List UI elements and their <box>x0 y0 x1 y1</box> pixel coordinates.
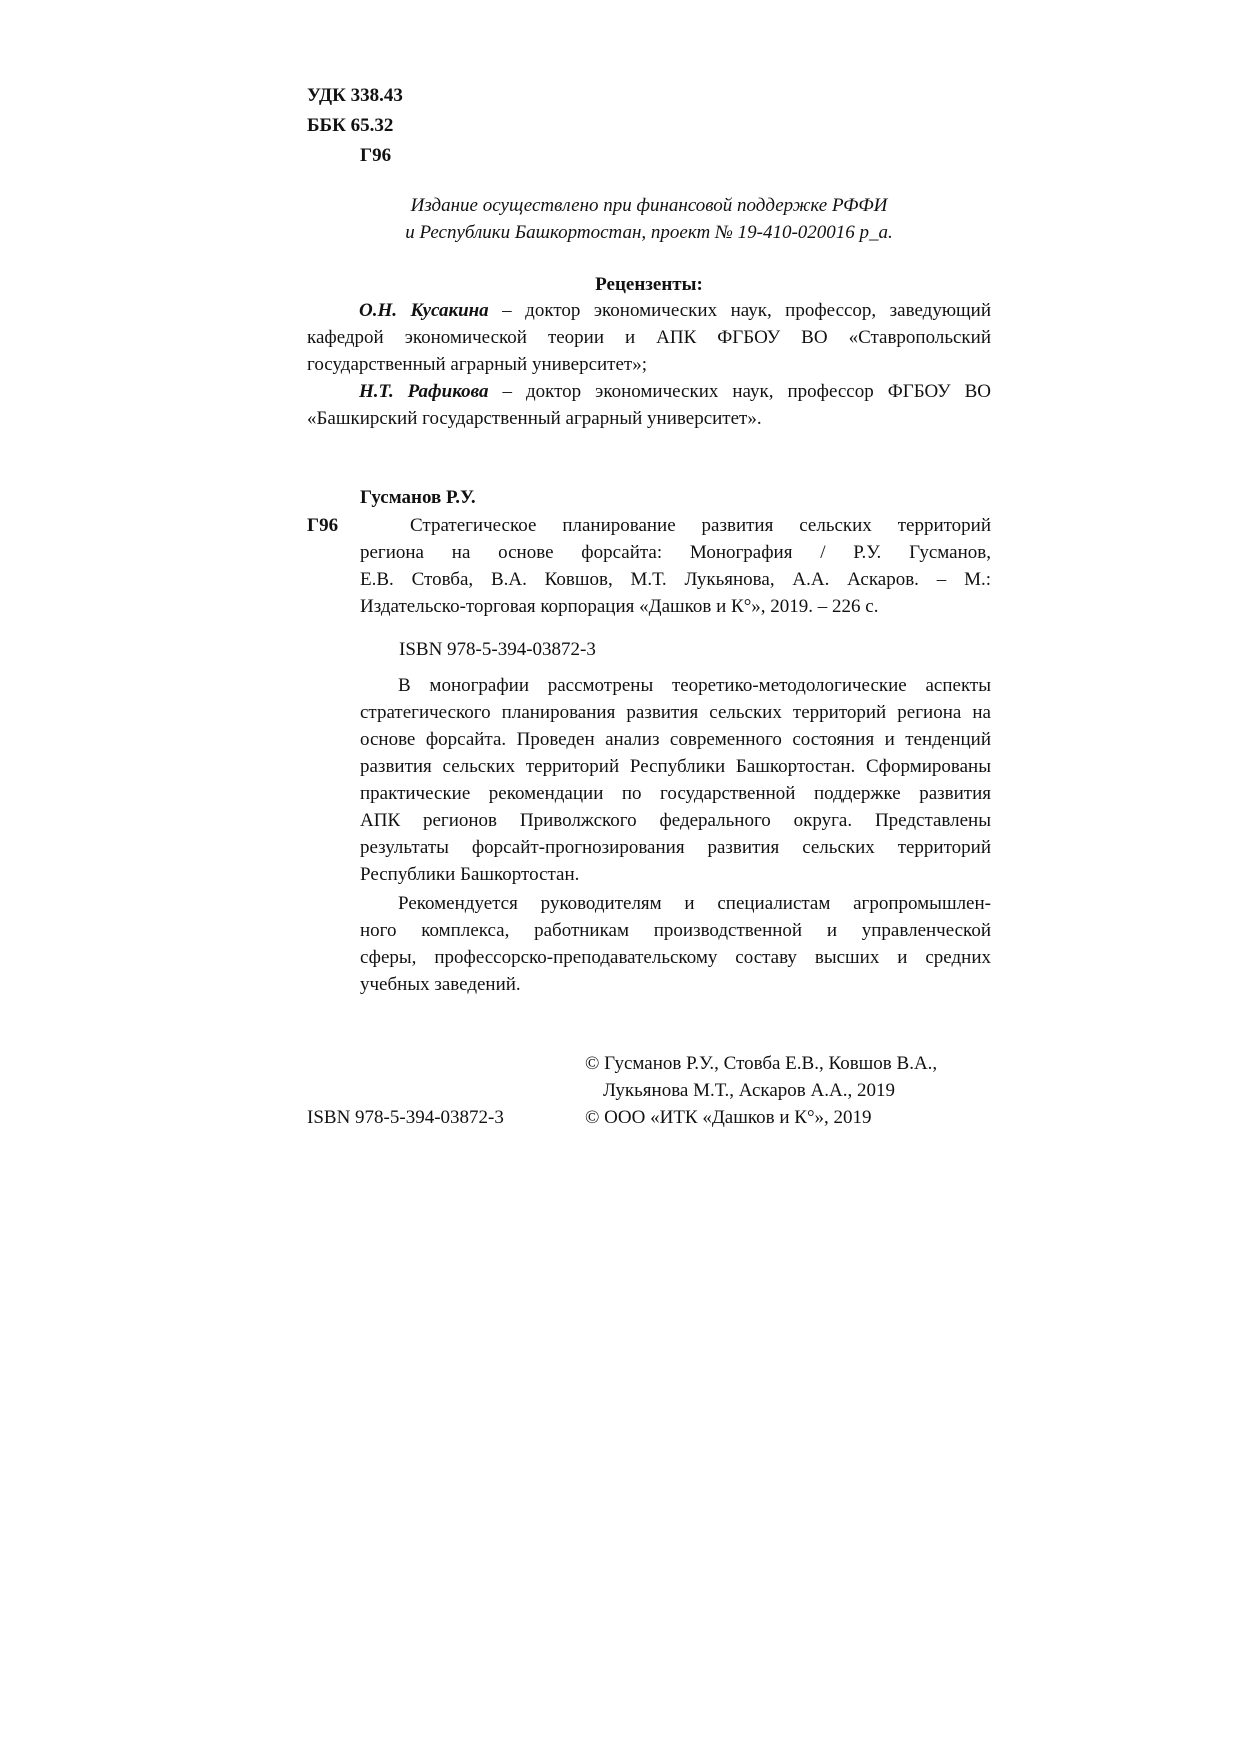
abstract-line: учебных заведений. <box>360 974 521 995</box>
reviewers-list <box>307 297 991 432</box>
funding-line: и Республики Башкортостан, проект № 19-410-020016 р_а. <box>405 222 893 243</box>
catalog-mark: Г96 <box>307 515 339 536</box>
abstract-line: В монографии рассмотрены теоретико-методологические аспекты <box>398 675 991 696</box>
entry-line: Стратегическое планирование развития сельских территорий <box>410 515 991 536</box>
abstract-line: практические рекомендации по государственной поддержке развития <box>360 783 991 804</box>
abstract-line: основе форсайта. Проведен анализ современного состояния и тенденций <box>360 729 991 750</box>
reviewer-name: Н.Т. Рафикова <box>359 381 489 402</box>
catalog-isbn: ISBN 978-5-394-03872-3 <box>399 639 596 660</box>
bbk-code: ББК 65.32 <box>307 115 394 136</box>
abstract-line: стратегического планирования развития сельских территорий региона на <box>360 702 991 723</box>
reviewer-line: Н.Т. Рафикова – доктор экономических наук, профессор ФГБОУ ВО <box>359 381 991 402</box>
copyright-authors <box>585 1050 937 1104</box>
reviewer-line: кафедрой экономической теории и АПК ФГБОУ ВО «Ставропольский <box>307 327 991 348</box>
udk-code: УДК 338.43 <box>307 85 403 106</box>
catalog-author: Гусманов Р.У. <box>360 487 476 508</box>
abstract <box>360 672 991 998</box>
funding-line: Издание осуществлено при финансовой поддержке РФФИ <box>410 195 888 216</box>
abstract-line: АПК регионов Приволжского федерального округа. Представлены <box>360 810 991 831</box>
funding-note <box>307 192 991 246</box>
abstract-line: ного комплекса, работникам производственной и управленческой <box>360 920 991 941</box>
abstract-line: Рекомендуется руководителям и специалистам агропромышлен- <box>398 893 991 914</box>
abstract-line: сферы, профессорско-преподавательскому составу высших и средних <box>360 947 991 968</box>
author-mark: Г96 <box>360 145 392 166</box>
catalog-entry <box>360 512 991 620</box>
copyright-line: © Гусманов Р.У., Стовба Е.В., Ковшов В.А., <box>585 1053 938 1074</box>
abstract-line: развития сельских территорий Республики Башкортостан. Сформированы <box>360 756 991 777</box>
reviewers-title: Рецензенты: <box>595 274 703 295</box>
entry-line: Е.В. Стовба, В.А. Ковшов, М.Т. Лукьянова, А.А. Аскаров. – М.: <box>360 569 991 590</box>
reviewer-name: О.Н. Кусакина <box>359 300 489 321</box>
reviewer-line: государственный аграрный университет»; <box>307 354 647 375</box>
entry-line: региона на основе форсайта: Монография / Р.У. Гусманов, <box>360 542 991 563</box>
footer-isbn: ISBN 978-5-394-03872-3 <box>307 1107 504 1128</box>
reviewer-line: О.Н. Кусакина – доктор экономических наук, профессор, заведующий <box>359 300 991 321</box>
copyright-publisher: © ООО «ИТК «Дашков и К°», 2019 <box>585 1107 872 1128</box>
abstract-line: результаты форсайт-прогнозирования развития сельских территорий <box>360 837 991 858</box>
abstract-line: Республики Башкортостан. <box>360 864 580 885</box>
reviewer-line: «Башкирский государственный аграрный университет». <box>307 408 762 429</box>
copyright-line: Лукьянова М.Т., Аскаров А.А., 2019 <box>603 1080 895 1101</box>
entry-line: Издательско-торговая корпорация «Дашков и К°», 2019. – 226 с. <box>360 596 879 617</box>
